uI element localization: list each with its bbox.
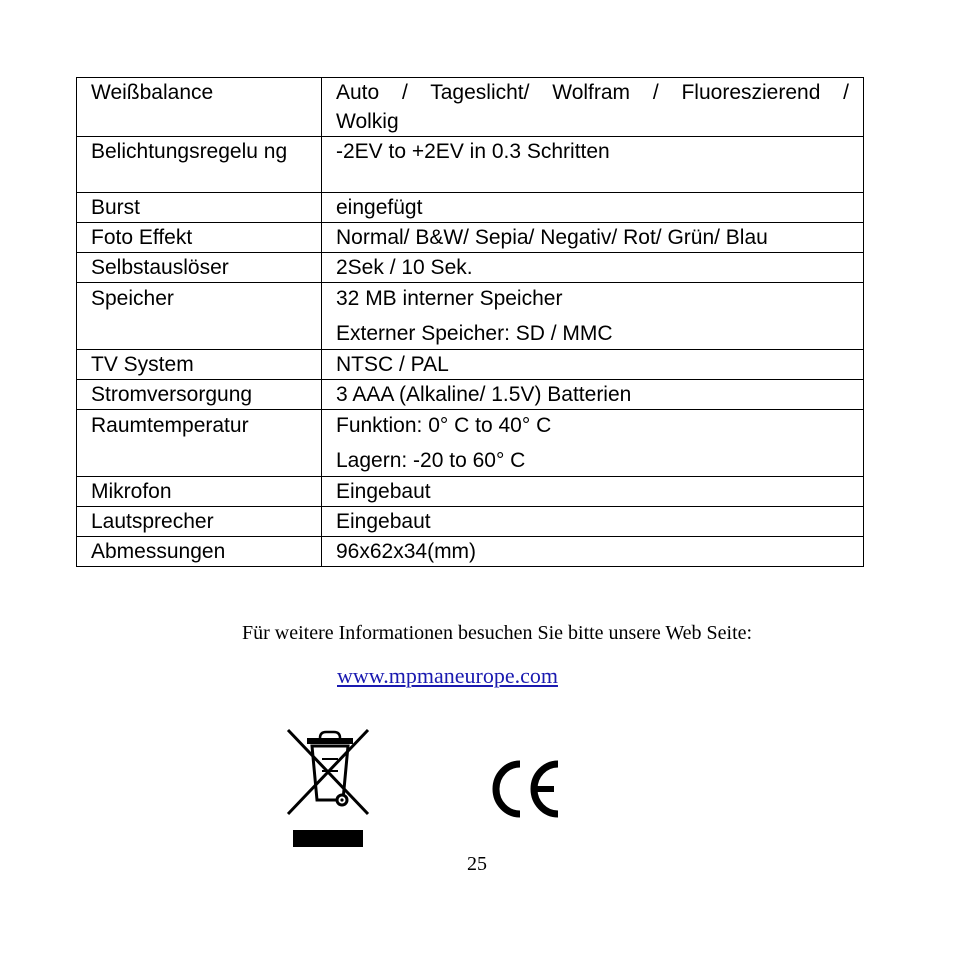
spec-key: Selbstauslöser <box>77 253 322 283</box>
spec-value: 96x62x34(mm) <box>322 537 864 567</box>
spec-value: Eingebaut <box>322 507 864 537</box>
table-row <box>77 380 864 410</box>
spec-value-secondary: Lagern: -20 to 60° C <box>336 449 526 472</box>
table-row <box>77 507 864 537</box>
spec-value: 3 AAA (Alkaline/ 1.5V) Batterien <box>322 380 864 410</box>
spec-value: NTSC / PAL <box>322 350 864 380</box>
spec-value: Normal/ B&W/ Sepia/ Negativ/ Rot/ Grün/ Blau <box>322 223 864 253</box>
table-row <box>77 223 864 253</box>
spec-key: Speicher <box>77 283 322 350</box>
info-text: Für weitere Informationen besuchen Sie bitte unsere Web Seite: <box>242 622 753 644</box>
table-row <box>77 283 864 350</box>
spec-value: Auto / Tageslicht/ Wolfram / Fluoreszierend / Wolkig <box>322 78 864 137</box>
spec-value: -2EV to +2EV in 0.3 Schritten <box>322 137 864 193</box>
spec-value-cell <box>322 410 864 477</box>
table-row <box>77 477 864 507</box>
spec-key: Lautsprecher <box>77 507 322 537</box>
spec-key: Weißbalance <box>77 78 322 137</box>
table-row <box>77 253 864 283</box>
spec-key: Belichtungsregelu ng <box>77 137 322 193</box>
spec-key: Mikrofon <box>77 477 322 507</box>
spec-key: TV System <box>77 350 322 380</box>
table-row <box>77 410 864 477</box>
table-row <box>77 193 864 223</box>
spec-value: 32 MB interner Speicher <box>336 287 563 310</box>
spec-value: eingefügt <box>322 193 864 223</box>
crossed-out-wheelie-bin-icon <box>282 724 376 850</box>
spec-value: Funktion: 0° C to 40° C <box>336 414 552 437</box>
table-row <box>77 78 864 137</box>
ce-mark-icon <box>490 758 564 820</box>
spec-key: Stromversorgung <box>77 380 322 410</box>
spec-key: Foto Effekt <box>77 223 322 253</box>
table-row <box>77 350 864 380</box>
page-number: 25 <box>467 853 487 875</box>
spec-value-cell <box>322 283 864 350</box>
spec-key: Abmessungen <box>77 537 322 567</box>
spec-value: 2Sek / 10 Sek. <box>322 253 864 283</box>
website-link[interactable]: www.mpmaneurope.com <box>337 663 558 688</box>
specifications-table <box>76 77 864 567</box>
spec-key: Raumtemperatur <box>77 410 322 477</box>
spec-value: Eingebaut <box>322 477 864 507</box>
spec-value-secondary: Externer Speicher: SD / MMC <box>336 322 613 345</box>
spec-key: Burst <box>77 193 322 223</box>
table-row <box>77 537 864 567</box>
table-row <box>77 137 864 193</box>
